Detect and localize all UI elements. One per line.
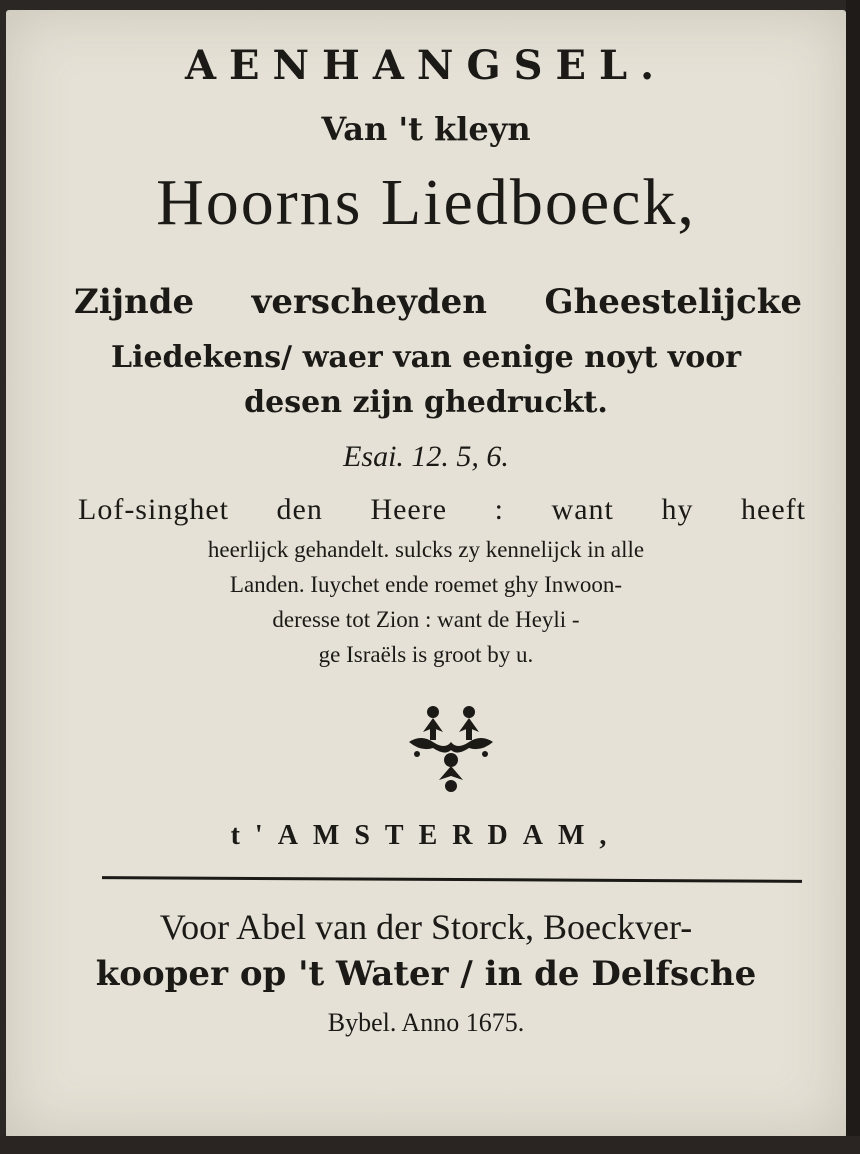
description-line-1: Zijnde verscheyden Gheestelijcke	[74, 282, 802, 322]
verse-line-4: deresse tot Zion : want de Heyli -	[272, 607, 580, 632]
book-bottom-edge	[0, 1136, 860, 1154]
title-page	[6, 10, 846, 1138]
description-line-3: desen zijn ghedruckt.	[244, 385, 608, 420]
verse-reference: Esai. 12. 5, 6.	[343, 440, 509, 473]
heading: AENHANGSEL.	[184, 42, 668, 89]
imprint-line-3: Bybel. Anno 1675.	[327, 1008, 525, 1037]
verse-line-1: Lof-singhet den Heere : want hy heeft	[78, 493, 806, 526]
horizontal-rule	[102, 876, 802, 883]
subheading: Van 't kleyn	[321, 110, 531, 148]
verse-line-2: heerlijck gehandelt. sulcks zy kennelijck in alle	[207, 537, 645, 562]
book-edge	[846, 0, 860, 1154]
fleuron-ornament-icon	[401, 698, 501, 798]
main-title: Hoorns Liedboeck,	[156, 166, 696, 239]
verse-line-3: Landen. Iuychet ende roemet ghy Inwoon-	[229, 572, 623, 597]
description-line-2: Liedekens/ waer van eenige noyt voor	[110, 340, 742, 375]
imprint-line-1: Voor Abel van der Storck, Boeckver-	[159, 907, 693, 947]
imprint-line-2: kooper op 't Water / in de Delfsche	[95, 954, 757, 994]
verse-line-5: ge Israëls is groot by u.	[318, 642, 534, 667]
place-of-publication: t'AMSTERDAM,	[230, 820, 622, 851]
